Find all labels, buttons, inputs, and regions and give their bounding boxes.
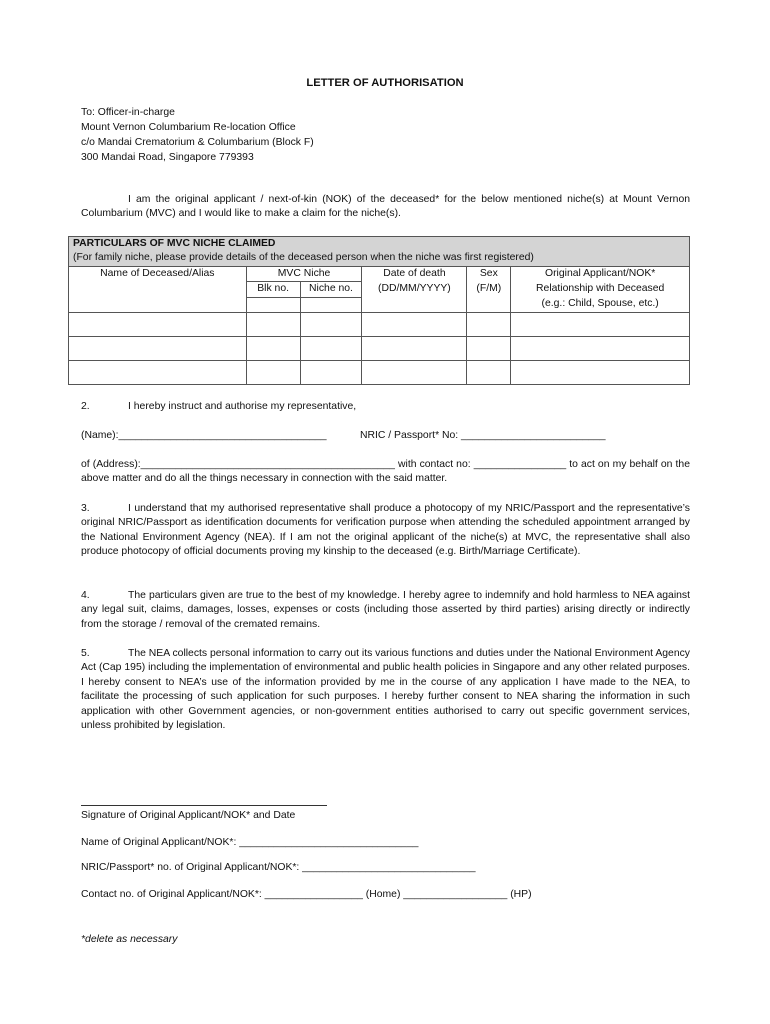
table-cell[interactable] [246,360,300,384]
para2-number: 2. [81,401,90,412]
column-header-date-format: (DD/MM/YYYY) [362,282,467,297]
applicant-name-field[interactable]: Name of Original Applicant/NOK*: _______________________________ [81,837,419,848]
table-cell[interactable] [511,312,690,336]
signature-label: Signature of Original Applicant/NOK* and Date [81,810,296,821]
para3 [81,502,690,560]
table-cell[interactable] [69,312,247,336]
table-heading: PARTICULARS OF MVC NICHE CLAIMED [69,237,690,252]
column-header-mvc-niche: MVC Niche [246,266,362,281]
table-cell[interactable] [300,360,362,384]
table-cell[interactable] [246,312,300,336]
column-header-sex: Sex [467,266,511,281]
representative-name-field[interactable]: (Name):____________________________________ [81,430,327,441]
para5-text: The NEA collects personal information to carry out its various functions and duties under the National Environment Agency Act (Cap 195) including the implementation of environmental and public health policies in Singapore and any other related purposes. I hereby consent to NEA’s use of the information provided by me in the course of any application I have made to the NEA, to facilitate the processing of such application for such purposes. I hereby further consent to NEA sharing the information in such application with other Government agencies, or non-government entities authorised to carry out specific government services, unless prohibited by legislation. [81,648,690,732]
para5-number: 5. [81,648,90,659]
column-header-date-of-death: Date of death [362,266,467,281]
para2 [81,400,356,414]
table-row [69,336,690,360]
para2-text: I hereby instruct and authorise my representative, [128,401,357,412]
footnote: *delete as necessary [81,934,178,945]
column-header-relationship-line2: Relationship with Deceased [511,282,690,297]
representative-address-field[interactable]: of (Address):____________________________________________ with contact no: ________________ to act on my behalf on the above matter and do all the things necessary in connection with the said matter. [81,459,690,485]
representative-nric-field[interactable]: NRIC / Passport* No: _________________________ [360,430,606,441]
table-cell[interactable] [300,336,362,360]
column-header-relationship-example: (e.g.: Child, Spouse, etc.) [511,297,690,312]
table-row [69,360,690,384]
para5 [81,647,690,733]
column-header-sex-format: (F/M) [467,282,511,297]
intro-paragraph: I am the original applicant / next-of-kin (NOK) of the deceased* for the below mentioned niche(s) at Mount Vernon Columbarium (MVC) and I would like to make a claim for the niche(s). [81,194,690,220]
para4-text: The particulars given are true to the best of my knowledge. I hereby agree to indemnify and hold harmless to NEA against any legal suit, claims, damages, losses, expenses or costs (including those asserted by third parties) arising directly or indirectly from the storage / removal of the cremated remains. [81,590,690,630]
column-header-name: Name of Deceased/Alias [69,266,247,281]
table-cell[interactable] [246,336,300,360]
para3-text: I understand that my authorised representative shall produce a photocopy of my NRIC/Passport and the representative’s original NRIC/Passport as identification documents for verification purpose when attending the scheduled appointment arranged by the National Environment Agency (NEA). If I am not the original applicant of the niche(s) at MVC, the representative shall also produce photocopy of official documents proving my kinship to the deceased (e.g. Birth/Marriage Certificate). [81,503,690,558]
table-cell[interactable] [511,336,690,360]
table-row [69,312,690,336]
para3-number: 3. [81,503,90,514]
column-header-niche-no: Niche no. [300,282,362,297]
table-cell[interactable] [467,360,511,384]
table-cell[interactable] [362,360,467,384]
table-cell[interactable] [511,360,690,384]
niche-particulars-table [68,236,690,385]
document-title: LETTER OF AUTHORISATION [306,77,464,89]
table-cell[interactable] [467,312,511,336]
address-line-3: c/o Mandai Crematorium & Columbarium (Block F) [81,137,314,148]
signature-line[interactable] [81,805,327,806]
address-line-4: 300 Mandai Road, Singapore 779393 [81,152,254,163]
column-header-relationship: Original Applicant/NOK* [511,266,690,281]
address-line-1: To: Officer-in-charge [81,107,175,118]
table-cell[interactable] [467,336,511,360]
table-subheading: (For family niche, please provide details of the deceased person when the niche was first registered) [69,251,690,266]
table-cell[interactable] [300,312,362,336]
table-cell[interactable] [362,336,467,360]
para4-number: 4. [81,590,90,601]
para4 [81,589,690,632]
applicant-nric-field[interactable]: NRIC/Passport* no. of Original Applicant/NOK*: ______________________________ [81,862,476,873]
address-line-2: Mount Vernon Columbarium Re-location Office [81,122,296,133]
applicant-contact-field[interactable]: Contact no. of Original Applicant/NOK*: _________________ (Home) __________________ (HP) [81,889,532,900]
table-cell[interactable] [69,360,247,384]
column-header-blk-no: Blk no. [246,282,300,297]
table-cell[interactable] [69,336,247,360]
table-cell[interactable] [362,312,467,336]
